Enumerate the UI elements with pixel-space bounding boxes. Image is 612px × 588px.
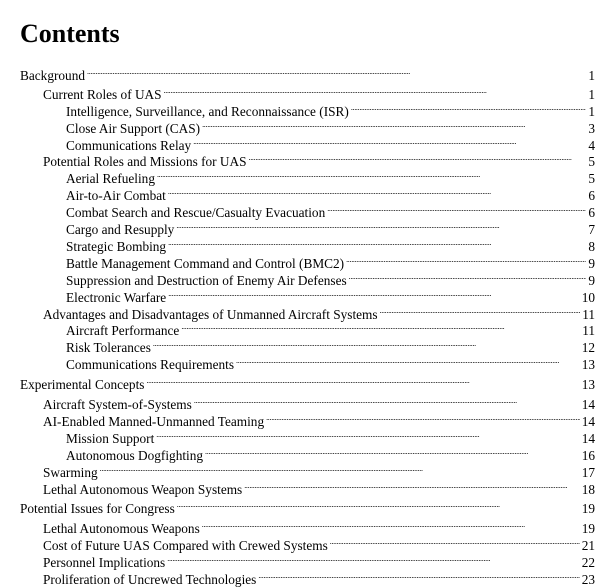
toc-entry-label: Risk Tolerances bbox=[66, 340, 151, 355]
dot-leader bbox=[156, 426, 579, 443]
dot-leader bbox=[380, 302, 581, 319]
dot-leader bbox=[164, 82, 587, 99]
toc-entry-isr[interactable] bbox=[0, 99, 595, 119]
toc-entry-label: Electronic Warfare bbox=[66, 290, 167, 305]
toc-entry-label: AI-Enabled Manned-Unmanned Teaming bbox=[43, 414, 265, 429]
toc-entry-label: Advantages and Disadvantages of Unmanned Aircraft Systems bbox=[43, 307, 378, 322]
toc-entry-laws[interactable] bbox=[0, 477, 595, 497]
toc-entry-advantages-disadvantages[interactable] bbox=[0, 302, 595, 322]
toc-entry-label: Battle Management Command and Control (BMC2) bbox=[66, 256, 345, 271]
dot-leader bbox=[157, 166, 586, 183]
toc-entry-page: 19 bbox=[581, 521, 595, 536]
toc-entry-proliferation[interactable] bbox=[0, 567, 595, 587]
toc-entry-page: 19 bbox=[581, 501, 595, 516]
dot-leader bbox=[346, 251, 586, 268]
toc-entry-page: 13 bbox=[581, 377, 595, 392]
toc-entry-communications-requirements[interactable] bbox=[0, 352, 595, 372]
toc-entry-label: Potential Roles and Missions for UAS bbox=[43, 154, 247, 169]
toc-entry-label: Autonomous Dogfighting bbox=[66, 448, 204, 463]
toc-entry-page: 9 bbox=[588, 256, 595, 271]
toc-entry-page: 1 bbox=[588, 87, 595, 102]
dot-leader bbox=[193, 133, 586, 150]
toc-entry-page: 5 bbox=[588, 171, 595, 186]
toc-entry-label: Intelligence, Surveillance, and Reconnaissance (ISR) bbox=[66, 104, 349, 119]
toc-entry-page: 16 bbox=[581, 448, 595, 463]
dot-leader bbox=[177, 496, 580, 513]
toc-entry-label: Background bbox=[20, 68, 85, 83]
toc-entry-page: 1 bbox=[588, 68, 595, 83]
dot-leader bbox=[87, 63, 586, 80]
toc-entry-ai-manned-unmanned-teaming[interactable] bbox=[0, 409, 595, 429]
dot-leader bbox=[194, 392, 580, 409]
dot-leader bbox=[168, 183, 587, 200]
toc-entry-mission-support[interactable] bbox=[0, 426, 595, 446]
dot-leader bbox=[205, 443, 580, 460]
toc-entry-label: Lethal Autonomous Weapons bbox=[43, 521, 200, 536]
dot-leader bbox=[176, 217, 586, 234]
toc-entry-page: 8 bbox=[588, 239, 595, 254]
dot-leader bbox=[181, 318, 580, 335]
toc-entry-label: Communications Requirements bbox=[66, 357, 235, 372]
toc-entry-page: 14 bbox=[581, 414, 595, 429]
toc-entry-page: 23 bbox=[581, 572, 595, 587]
dot-leader bbox=[153, 335, 580, 352]
toc-entry-aircraft-system-of-systems[interactable] bbox=[0, 392, 595, 412]
toc-entry-cas[interactable] bbox=[0, 116, 595, 136]
toc-entry-label: Potential Issues for Congress bbox=[20, 501, 175, 516]
toc-entry-label: Lethal Autonomous Weapon Systems bbox=[43, 482, 243, 497]
toc-entry-current-roles[interactable] bbox=[0, 82, 595, 102]
toc-entry-strategic-bombing[interactable] bbox=[0, 234, 595, 254]
dot-leader bbox=[266, 409, 580, 426]
toc-entry-page: 14 bbox=[581, 431, 595, 446]
toc-entry-label: Aircraft System-of-Systems bbox=[43, 397, 192, 412]
toc-entry-page: 12 bbox=[581, 340, 595, 355]
toc-entry-label: Mission Support bbox=[66, 431, 155, 446]
toc-entry-label: Close Air Support (CAS) bbox=[66, 121, 201, 136]
toc-entry-label: Experimental Concepts bbox=[20, 377, 145, 392]
toc-entry-page: 9 bbox=[588, 273, 595, 288]
toc-entry-page: 1 bbox=[588, 104, 595, 119]
toc-entry-issues-for-congress[interactable] bbox=[0, 496, 595, 516]
dot-leader bbox=[168, 285, 580, 302]
toc-entry-label: Aerial Refueling bbox=[66, 171, 155, 186]
toc-entry-label: Proliferation of Uncrewed Technologies bbox=[43, 572, 257, 587]
toc-entry-electronic-warfare[interactable] bbox=[0, 285, 595, 305]
toc-entry-potential-roles[interactable] bbox=[0, 149, 595, 169]
toc-entry-page: 7 bbox=[588, 222, 595, 237]
toc-entry-label: Communications Relay bbox=[66, 138, 192, 153]
dot-leader bbox=[244, 477, 579, 494]
toc-entry-lethal-autonomous-weapons[interactable] bbox=[0, 516, 595, 536]
toc-entry-background[interactable] bbox=[0, 63, 595, 83]
toc-entry-label: Suppression and Destruction of Enemy Air Defenses bbox=[66, 273, 347, 288]
dot-leader bbox=[202, 516, 580, 533]
toc-entry-label: Combat Search and Rescue/Casualty Evacuation bbox=[66, 205, 326, 220]
toc-entry-air-to-air-combat[interactable] bbox=[0, 183, 595, 203]
toc-entry-page: 6 bbox=[588, 188, 595, 203]
dot-leader bbox=[146, 372, 579, 389]
toc-entry-label: Cost of Future UAS Compared with Crewed Systems bbox=[43, 538, 328, 553]
dot-leader bbox=[167, 550, 579, 567]
toc-entry-bmc2[interactable] bbox=[0, 251, 595, 271]
dot-leader bbox=[258, 567, 579, 584]
toc-entry-cost-of-future-uas[interactable] bbox=[0, 533, 595, 553]
toc-entry-risk-tolerances[interactable] bbox=[0, 335, 595, 355]
dot-leader bbox=[351, 99, 587, 116]
toc-entry-page: 3 bbox=[588, 121, 595, 136]
dot-leader bbox=[249, 149, 587, 166]
dot-leader bbox=[202, 116, 586, 133]
contents-heading: Contents bbox=[20, 19, 120, 48]
toc-entry-sead-dead[interactable] bbox=[0, 268, 595, 288]
toc-entry-page: 6 bbox=[588, 205, 595, 220]
toc-entry-label: Strategic Bombing bbox=[66, 239, 167, 254]
toc-entry-page: 10 bbox=[581, 290, 595, 305]
dot-leader bbox=[168, 234, 586, 251]
toc-entry-communications-relay[interactable] bbox=[0, 133, 595, 153]
toc-entry-label: Air-to-Air Combat bbox=[66, 188, 166, 203]
dot-leader bbox=[100, 460, 580, 477]
toc-entry-label: Swarming bbox=[43, 465, 98, 480]
toc-entry-label: Personnel Implications bbox=[43, 555, 166, 570]
toc-entry-aerial-refueling[interactable] bbox=[0, 166, 595, 186]
toc-entry-label: Cargo and Resupply bbox=[66, 222, 175, 237]
toc-entry-swarming[interactable] bbox=[0, 460, 595, 480]
toc-entry-label: Current Roles of UAS bbox=[43, 87, 162, 102]
toc-entry-page: 21 bbox=[581, 538, 595, 553]
toc-entry-autonomous-dogfighting[interactable] bbox=[0, 443, 595, 463]
toc-entry-label: Aircraft Performance bbox=[66, 323, 180, 338]
dot-leader bbox=[349, 268, 587, 285]
toc-entry-page: 14 bbox=[581, 397, 595, 412]
toc-entry-page: 13 bbox=[581, 357, 595, 372]
toc-entry-page: 17 bbox=[581, 465, 595, 480]
toc-entry-page: 18 bbox=[581, 482, 595, 497]
toc-entry-page: 11 bbox=[582, 323, 595, 338]
toc-entry-experimental-concepts[interactable] bbox=[0, 372, 595, 392]
toc-entry-page: 11 bbox=[582, 307, 595, 322]
dot-leader bbox=[236, 352, 580, 369]
toc-entry-page: 5 bbox=[588, 154, 595, 169]
toc-entry-cargo-resupply[interactable] bbox=[0, 217, 595, 237]
toc-entry-aircraft-performance[interactable] bbox=[0, 318, 595, 338]
toc-entry-csar[interactable] bbox=[0, 200, 595, 220]
toc-entry-page: 4 bbox=[588, 138, 595, 153]
dot-leader bbox=[330, 533, 580, 550]
toc-entry-page: 22 bbox=[581, 555, 595, 570]
toc-entry-personnel-implications[interactable] bbox=[0, 550, 595, 570]
dot-leader bbox=[327, 200, 586, 217]
